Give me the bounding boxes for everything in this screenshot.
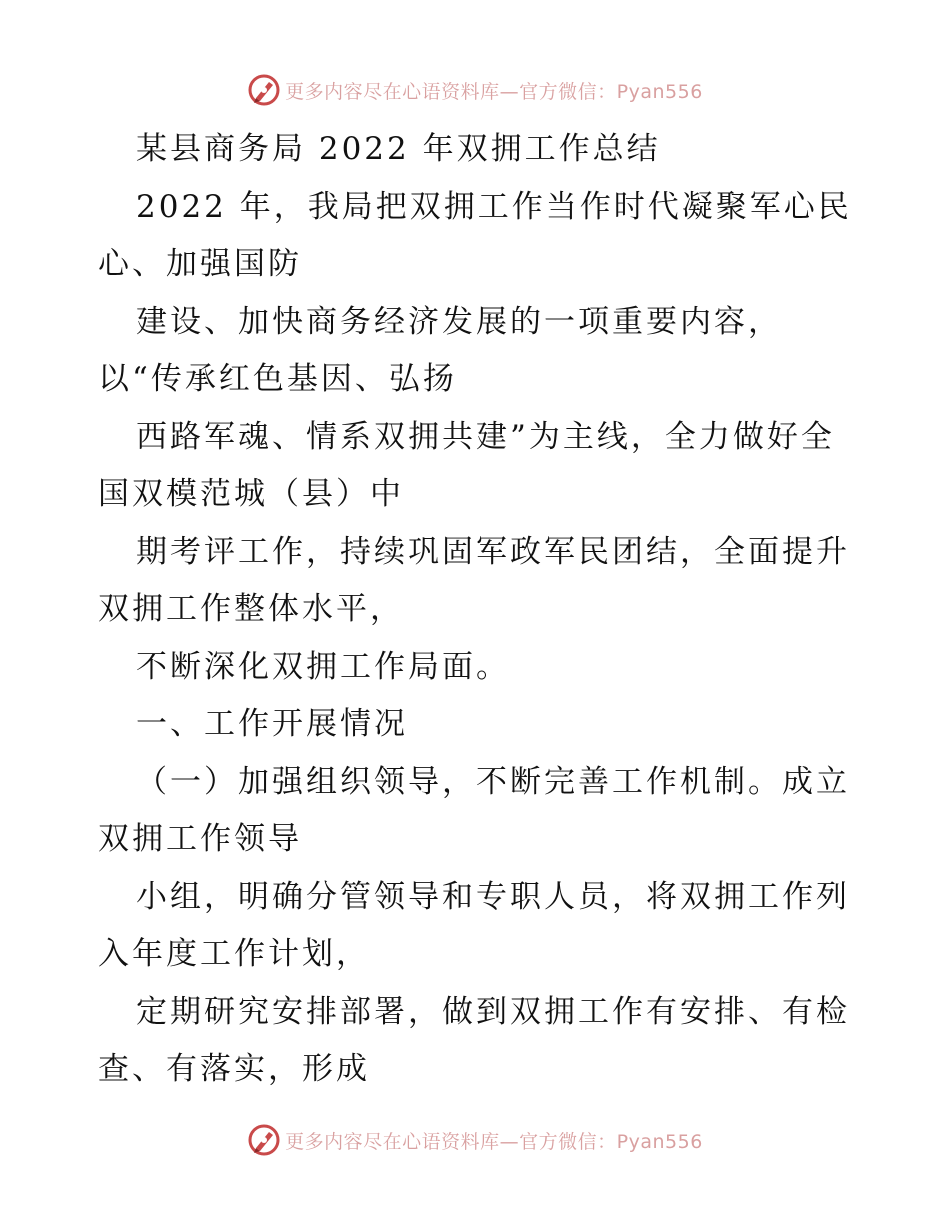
text-line: 入年度工作计划，	[98, 936, 370, 972]
banner-text: 更多内容尽在心语资料库—官方微信：Pyan556	[285, 80, 703, 103]
text-line: 双拥工作领导	[98, 821, 302, 857]
text-line: 双拥工作整体水平，	[98, 591, 404, 627]
banner-text: 更多内容尽在心语资料库—官方微信：Pyan556	[285, 1130, 703, 1153]
text-line: （一）加强组织领导，不断完善工作机制。成立	[136, 763, 850, 800]
text-line: 某县商务局 2022 年双拥工作总结	[136, 131, 661, 167]
wechat-id: Pyan556	[616, 80, 703, 103]
text-line: 一、工作开展情况	[136, 706, 408, 742]
pen-circle-logo-icon	[247, 73, 281, 107]
text-line: 小组，明确分管领导和专职人员，将双拥工作列	[136, 878, 850, 915]
text-line: 不断深化双拥工作局面。	[136, 648, 510, 685]
text-line: 国双模范城（县）中	[98, 476, 404, 512]
pen-circle-logo-icon	[247, 1123, 281, 1157]
text-line: 西路军魂、情系双拥共建”为主线，全力做好全	[136, 418, 835, 455]
text-line: 以“传承红色基因、弘扬	[98, 361, 457, 397]
document-body	[98, 121, 858, 1099]
text-line: 建设、加快商务经济发展的一项重要内容，	[136, 303, 782, 340]
wechat-id: Pyan556	[616, 1130, 703, 1153]
header-banner	[0, 70, 950, 110]
text-line: 期考评工作，持续巩固军政军民团结，全面提升	[136, 533, 850, 570]
text-line: 查、有落实，形成	[98, 1051, 370, 1087]
footer-banner	[0, 1120, 950, 1160]
text-line: 心、加强国防	[98, 246, 302, 282]
text-line: 2022 年，我局把双拥工作当作时代凝聚军心民	[136, 188, 852, 225]
text-line: 定期研究安排部署，做到双拥工作有安排、有检	[136, 993, 850, 1030]
